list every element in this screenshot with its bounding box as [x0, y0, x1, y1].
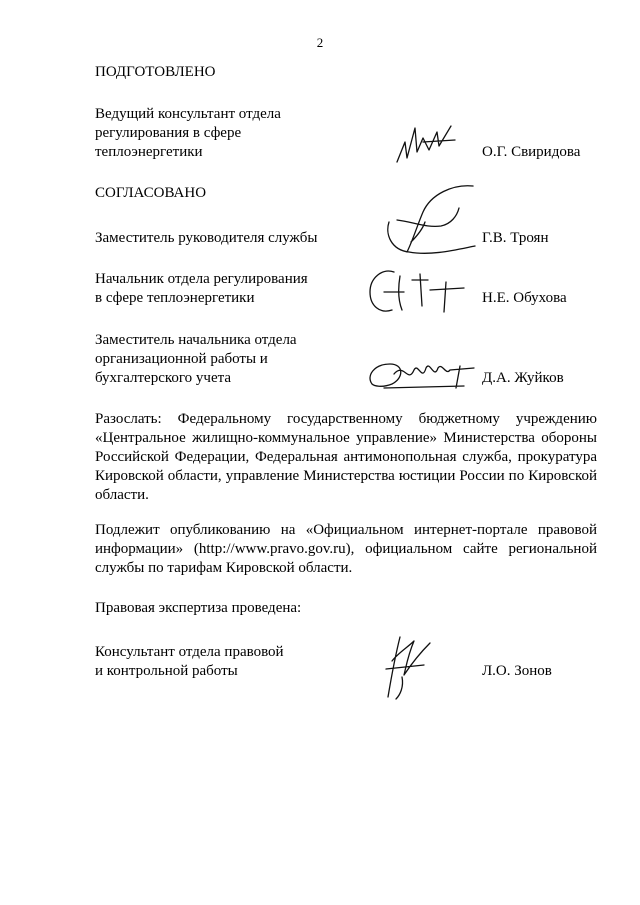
signer-1-position-line-1: Заместитель руководителя службы — [95, 230, 318, 246]
legal-review-name: Л.О. Зонов — [482, 663, 552, 679]
prepared-position-line-1: Ведущий консультант отдела — [95, 106, 281, 122]
agreed-heading: СОГЛАСОВАНО — [95, 185, 207, 201]
prepared-heading: ПОДГОТОВЛЕНО — [95, 64, 216, 80]
signature-sviridova — [393, 120, 463, 170]
signer-3-position-line-3: бухгалтерского учета — [95, 370, 232, 386]
legal-review-position-line-2: и контрольной работы — [95, 663, 238, 679]
signer-3-position-line-2: организационной работы и — [95, 351, 268, 367]
signer-2-position-line-2: в сфере теплоэнергетики — [95, 290, 255, 306]
signature-obukhova — [364, 262, 474, 322]
signer-2-name: Н.Е. Обухова — [482, 290, 567, 306]
distribution-paragraph: Разослать: Федеральному государственному бюджетному учреждению «Центральное жилищно-коммунальное управление» Министерства обороны Российской Федерации, Федеральная антимонопольная служба, прокуратура Кировской области, управление Министерства юстиции России по Кировской области. — [95, 411, 597, 503]
prepared-position-line-3: теплоэнергетики — [95, 144, 203, 160]
signature-troyan — [383, 182, 483, 262]
signature-zhuikov — [364, 354, 479, 394]
publication-paragraph: Подлежит опубликованию на «Официальном интернет-портале правовой информации» (http://www.pravo.gov.ru), официальном сайте региональной службы по тарифам Кировской области. — [95, 522, 597, 576]
signature-zonov — [378, 633, 438, 703]
signer-3-position-line-1: Заместитель начальника отдела — [95, 332, 297, 348]
prepared-position-line-2: регулирования в сфере — [95, 125, 242, 141]
prepared-name: О.Г. Свиридова — [482, 144, 581, 160]
signer-2-position-line-1: Начальник отдела регулирования — [95, 271, 308, 287]
legal-review-heading: Правовая экспертиза проведена: — [95, 600, 302, 616]
signer-3-name: Д.А. Жуйков — [482, 370, 564, 386]
page-number: 2 — [316, 35, 324, 50]
signer-1-name: Г.В. Троян — [482, 230, 549, 246]
legal-review-position-line-1: Консультант отдела правовой — [95, 644, 284, 660]
